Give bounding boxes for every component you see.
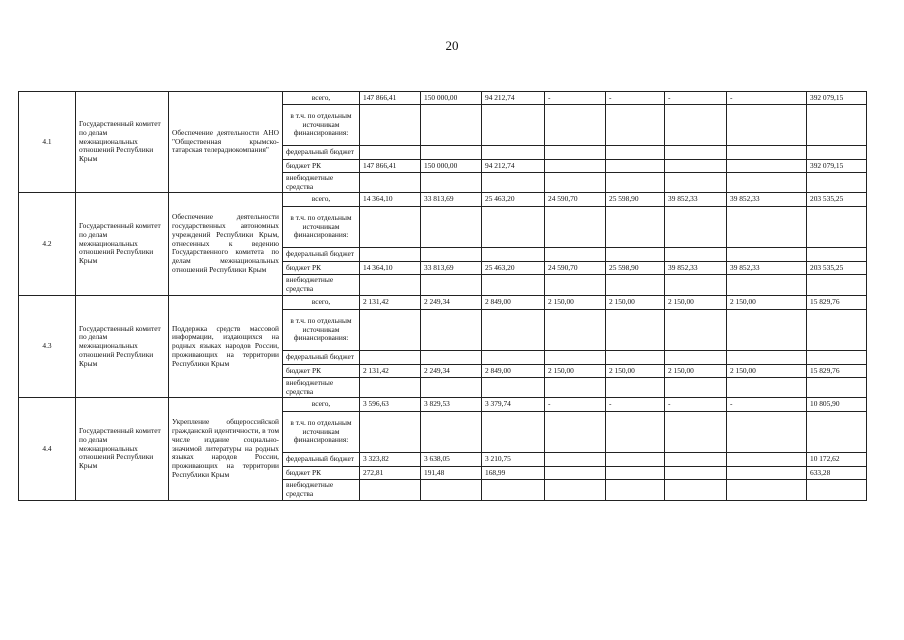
funding-source: всего, — [283, 398, 360, 412]
year-value-cell: 2 150,00 — [545, 296, 606, 310]
year-value-cell: 2 131,42 — [360, 365, 421, 378]
year-value-cell: - — [727, 92, 807, 105]
year-value-cell: 2 150,00 — [727, 296, 807, 310]
funding-source: федеральный бюджет — [283, 146, 360, 160]
total-value-cell: 633,28 — [807, 467, 867, 480]
year-value-cell: 3 829,53 — [421, 398, 482, 412]
year-value-cell — [727, 378, 807, 398]
activity-name: Укрепление общероссийской гражданской идентичности, в том числе издание социально-значимой литературы на родных языках народов России, проживающих на территории Республики Крым — [169, 398, 283, 501]
section-number: 4.4 — [19, 398, 76, 501]
year-value-cell — [665, 207, 727, 248]
responsible-executor: Государственный комитет по делам межнациональных отношений Республики Крым — [76, 193, 169, 296]
year-value-cell — [727, 207, 807, 248]
year-value-cell — [545, 351, 606, 365]
year-value-cell — [606, 378, 665, 398]
year-value-cell — [727, 351, 807, 365]
year-value-cell: - — [545, 92, 606, 105]
year-value-cell — [606, 207, 665, 248]
year-value-cell — [360, 105, 421, 146]
year-value-cell — [727, 248, 807, 262]
year-value-cell: 24 590,70 — [545, 193, 606, 207]
year-value-cell — [727, 173, 807, 193]
total-value-cell — [807, 105, 867, 146]
section-number: 4.2 — [19, 193, 76, 296]
year-value-cell — [360, 351, 421, 365]
year-value-cell: 33 813,69 — [421, 193, 482, 207]
total-value-cell: 10 805,90 — [807, 398, 867, 412]
year-value-cell: - — [606, 92, 665, 105]
year-value-cell — [482, 378, 545, 398]
year-value-cell — [606, 248, 665, 262]
funding-source: бюджет РК — [283, 467, 360, 480]
year-value-cell — [727, 105, 807, 146]
funding-source: в т.ч. по отдельным источникам финансирования: — [283, 105, 360, 146]
year-value-cell — [421, 207, 482, 248]
year-value-cell: 25 463,20 — [482, 193, 545, 207]
year-value-cell — [665, 160, 727, 173]
funding-source: всего, — [283, 193, 360, 207]
year-value-cell: 24 590,70 — [545, 262, 606, 275]
year-value-cell: 191,48 — [421, 467, 482, 480]
year-value-cell — [421, 275, 482, 296]
year-value-cell: - — [545, 398, 606, 412]
year-value-cell: 2 849,00 — [482, 365, 545, 378]
year-value-cell — [727, 467, 807, 480]
year-value-cell — [360, 412, 421, 453]
year-value-cell: 2 249,34 — [421, 365, 482, 378]
year-value-cell — [665, 173, 727, 193]
year-value-cell — [421, 351, 482, 365]
total-value-cell — [807, 146, 867, 160]
year-value-cell — [545, 160, 606, 173]
responsible-executor: Государственный комитет по делам межнациональных отношений Республики Крым — [76, 92, 169, 193]
year-value-cell: 39 852,33 — [727, 193, 807, 207]
year-value-cell — [421, 310, 482, 351]
year-value-cell: - — [665, 398, 727, 412]
year-value-cell: - — [665, 92, 727, 105]
total-value-cell: 203 535,25 — [807, 262, 867, 275]
total-value-cell — [807, 351, 867, 365]
year-value-cell — [421, 412, 482, 453]
year-value-cell — [421, 146, 482, 160]
section-number: 4.3 — [19, 296, 76, 398]
year-value-cell — [665, 412, 727, 453]
year-value-cell — [482, 275, 545, 296]
year-value-cell — [360, 310, 421, 351]
total-value-cell — [807, 248, 867, 262]
total-value-cell — [807, 207, 867, 248]
year-value-cell: 94 212,74 — [482, 92, 545, 105]
year-value-cell — [606, 480, 665, 501]
year-value-cell — [360, 173, 421, 193]
total-value-cell — [807, 173, 867, 193]
responsible-executor: Государственный комитет по делам межнациональных отношений Республики Крым — [76, 296, 169, 398]
year-value-cell — [482, 248, 545, 262]
year-value-cell — [606, 160, 665, 173]
total-value-cell — [807, 480, 867, 501]
year-value-cell: 2 131,42 — [360, 296, 421, 310]
year-value-cell — [482, 173, 545, 193]
funding-source: бюджет РК — [283, 160, 360, 173]
funding-source: всего, — [283, 92, 360, 105]
year-value-cell — [727, 412, 807, 453]
year-value-cell — [665, 146, 727, 160]
table-row — [19, 296, 867, 310]
year-value-cell — [665, 275, 727, 296]
year-value-cell — [421, 480, 482, 501]
total-value-cell: 15 829,76 — [807, 296, 867, 310]
year-value-cell: 2 150,00 — [665, 365, 727, 378]
year-value-cell: 14 364,10 — [360, 193, 421, 207]
year-value-cell: 147 866,41 — [360, 92, 421, 105]
funding-source: внебюджетные средства — [283, 173, 360, 193]
year-value-cell — [727, 160, 807, 173]
funding-source: всего, — [283, 296, 360, 310]
year-value-cell: 39 852,33 — [665, 193, 727, 207]
year-value-cell — [727, 275, 807, 296]
year-value-cell: 25 463,20 — [482, 262, 545, 275]
year-value-cell: 2 849,00 — [482, 296, 545, 310]
funding-source: федеральный бюджет — [283, 351, 360, 365]
year-value-cell: 94 212,74 — [482, 160, 545, 173]
year-value-cell: 39 852,33 — [665, 262, 727, 275]
year-value-cell — [421, 248, 482, 262]
table-body — [19, 92, 867, 501]
year-value-cell — [421, 173, 482, 193]
year-value-cell: 3 210,75 — [482, 453, 545, 467]
funding-source: внебюджетные средства — [283, 378, 360, 398]
year-value-cell — [606, 173, 665, 193]
total-value-cell — [807, 378, 867, 398]
year-value-cell: - — [727, 398, 807, 412]
total-value-cell: 10 172,62 — [807, 453, 867, 467]
year-value-cell: 150 000,00 — [421, 160, 482, 173]
year-value-cell: 3 596,63 — [360, 398, 421, 412]
year-value-cell — [545, 412, 606, 453]
year-value-cell — [665, 480, 727, 501]
responsible-executor: Государственный комитет по делам межнациональных отношений Республики Крым — [76, 398, 169, 501]
funding-source: внебюджетные средства — [283, 480, 360, 501]
year-value-cell: 39 852,33 — [727, 262, 807, 275]
year-value-cell — [665, 310, 727, 351]
activity-name: Поддержка средств массовой информации, издающихся на родных языках народов России, проживающих на территории Республики Крым — [169, 296, 283, 398]
year-value-cell — [482, 480, 545, 501]
year-value-cell — [545, 453, 606, 467]
budget-table — [18, 91, 867, 501]
year-value-cell — [545, 480, 606, 501]
year-value-cell — [727, 480, 807, 501]
total-value-cell: 392 079,15 — [807, 92, 867, 105]
activity-name: Обеспечение деятельности государственных автономных учреждений Республики Крым, отнесенных к ведению Государственного комитета по делам межнациональных отношений Республики Крым — [169, 193, 283, 296]
page-number: 20 — [445, 38, 459, 53]
year-value-cell — [545, 275, 606, 296]
year-value-cell: 2 249,34 — [421, 296, 482, 310]
funding-source: федеральный бюджет — [283, 248, 360, 262]
year-value-cell: 14 364,10 — [360, 262, 421, 275]
activity-name: Обеспечение деятельности АНО "Общественная крымско-татарская телерадиокомпания" — [169, 92, 283, 193]
year-value-cell — [545, 207, 606, 248]
year-value-cell — [665, 467, 727, 480]
year-value-cell — [482, 207, 545, 248]
year-value-cell — [360, 480, 421, 501]
year-value-cell: 25 598,90 — [606, 193, 665, 207]
year-value-cell: 272,81 — [360, 467, 421, 480]
year-value-cell — [360, 207, 421, 248]
year-value-cell — [545, 105, 606, 146]
section-number: 4.1 — [19, 92, 76, 193]
year-value-cell: 147 866,41 — [360, 160, 421, 173]
funding-source: бюджет РК — [283, 262, 360, 275]
year-value-cell — [665, 105, 727, 146]
year-value-cell: 25 598,90 — [606, 262, 665, 275]
table-row — [19, 92, 867, 105]
year-value-cell — [606, 146, 665, 160]
year-value-cell: - — [606, 398, 665, 412]
year-value-cell — [665, 453, 727, 467]
funding-source: в т.ч. по отдельным источникам финансирования: — [283, 207, 360, 248]
year-value-cell — [421, 378, 482, 398]
year-value-cell — [545, 378, 606, 398]
year-value-cell — [545, 310, 606, 351]
year-value-cell — [482, 105, 545, 146]
total-value-cell: 203 535,25 — [807, 193, 867, 207]
year-value-cell: 33 813,69 — [421, 262, 482, 275]
year-value-cell — [606, 453, 665, 467]
year-value-cell — [360, 275, 421, 296]
total-value-cell — [807, 310, 867, 351]
year-value-cell: 2 150,00 — [665, 296, 727, 310]
year-value-cell — [360, 248, 421, 262]
year-value-cell — [606, 412, 665, 453]
year-value-cell — [727, 310, 807, 351]
year-value-cell: 2 150,00 — [606, 296, 665, 310]
year-value-cell: 2 150,00 — [545, 365, 606, 378]
total-value-cell — [807, 275, 867, 296]
year-value-cell — [606, 467, 665, 480]
year-value-cell: 150 000,00 — [421, 92, 482, 105]
year-value-cell — [421, 105, 482, 146]
total-value-cell — [807, 412, 867, 453]
total-value-cell: 15 829,76 — [807, 365, 867, 378]
year-value-cell — [482, 310, 545, 351]
table-row — [19, 193, 867, 207]
year-value-cell — [545, 248, 606, 262]
funding-source: в т.ч. по отдельным источникам финансирования: — [283, 412, 360, 453]
year-value-cell — [482, 412, 545, 453]
year-value-cell — [727, 453, 807, 467]
funding-source: федеральный бюджет — [283, 453, 360, 467]
year-value-cell — [482, 146, 545, 160]
year-value-cell — [606, 310, 665, 351]
year-value-cell — [545, 173, 606, 193]
year-value-cell: 3 379,74 — [482, 398, 545, 412]
year-value-cell — [606, 275, 665, 296]
year-value-cell — [545, 146, 606, 160]
year-value-cell — [665, 378, 727, 398]
year-value-cell — [665, 351, 727, 365]
year-value-cell: 3 638,05 — [421, 453, 482, 467]
year-value-cell: 2 150,00 — [606, 365, 665, 378]
funding-source: внебюджетные средства — [283, 275, 360, 296]
year-value-cell: 168,99 — [482, 467, 545, 480]
year-value-cell — [665, 248, 727, 262]
year-value-cell — [606, 105, 665, 146]
table-row — [19, 398, 867, 412]
year-value-cell — [360, 146, 421, 160]
year-value-cell — [606, 351, 665, 365]
year-value-cell: 3 323,82 — [360, 453, 421, 467]
year-value-cell — [727, 146, 807, 160]
year-value-cell — [360, 378, 421, 398]
funding-source: в т.ч. по отдельным источникам финансирования: — [283, 310, 360, 351]
total-value-cell: 392 079,15 — [807, 160, 867, 173]
funding-source: бюджет РК — [283, 365, 360, 378]
year-value-cell — [545, 467, 606, 480]
year-value-cell: 2 150,00 — [727, 365, 807, 378]
year-value-cell — [482, 351, 545, 365]
